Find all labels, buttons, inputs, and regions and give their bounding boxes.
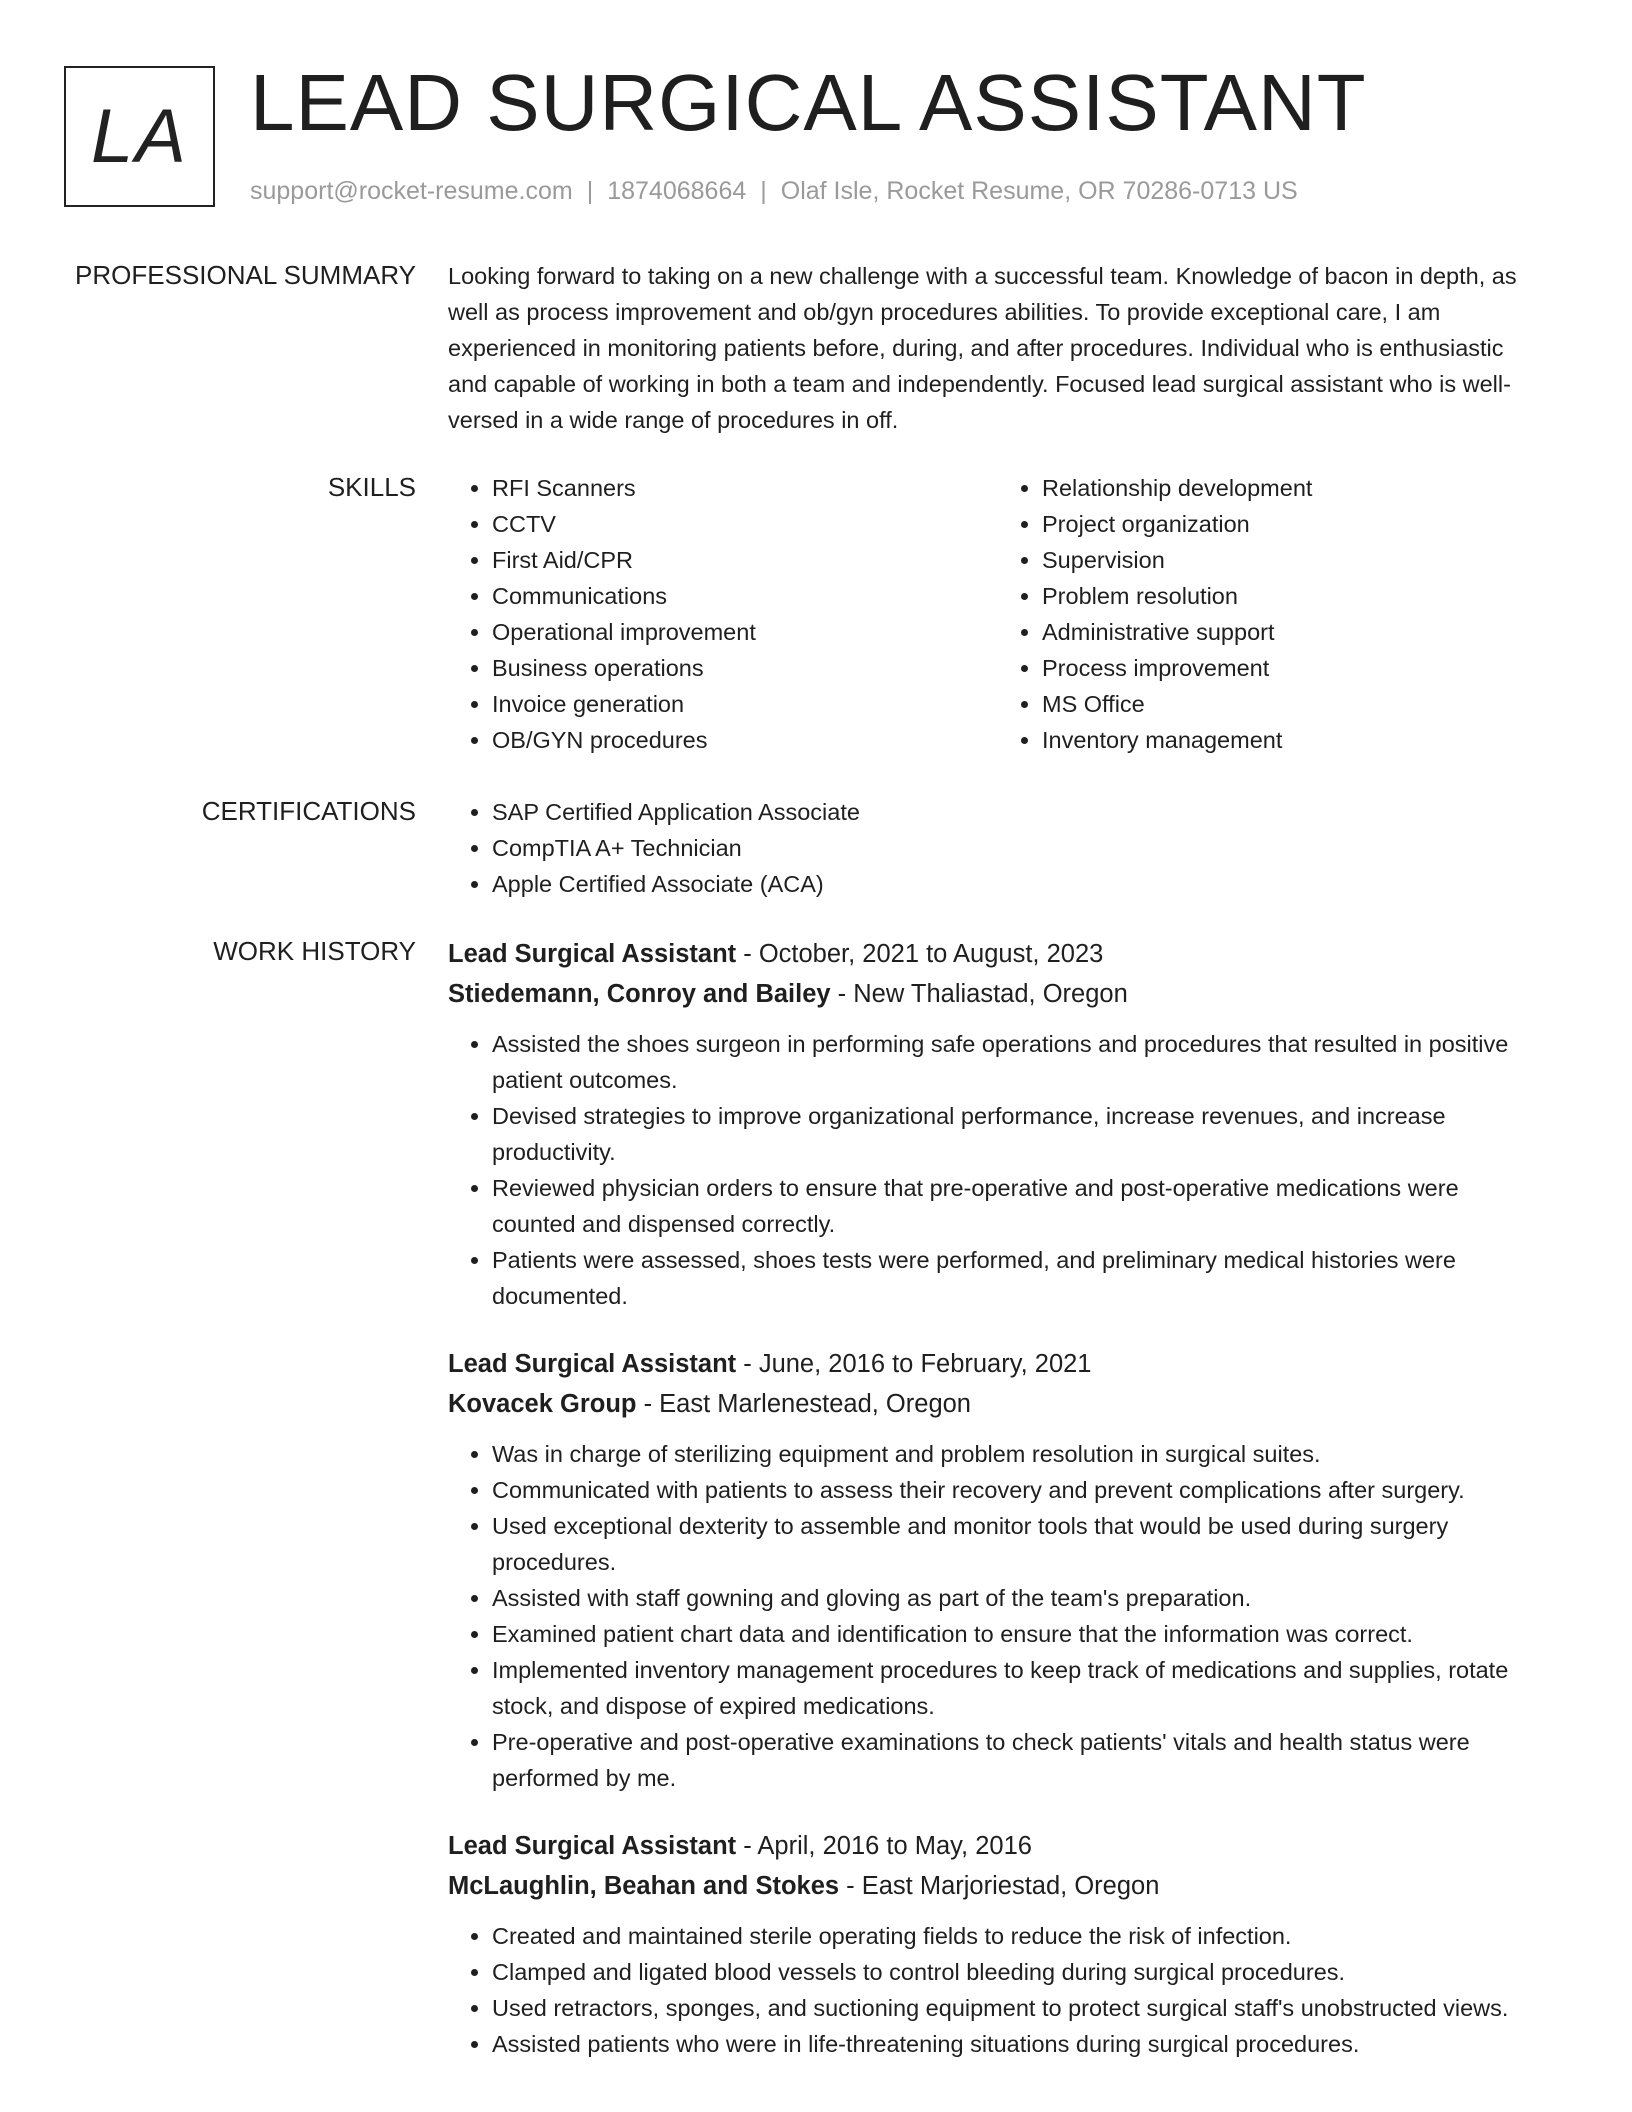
job-title: Lead Surgical Assistant: [448, 1350, 737, 1378]
job-title: Lead Surgical Assistant: [448, 1832, 737, 1860]
job-bullets: [448, 1436, 1548, 1796]
skill-item: • MS Office: [1042, 686, 1548, 722]
certifications-list: [448, 794, 1548, 902]
address: Olaf Isle, Rocket Resume, OR 70286-0713 US: [780, 177, 1298, 205]
job-title-line: [448, 1344, 1548, 1384]
job-bullet: • Assisted the shoes surgeon in performing safe operations and procedures that resulted in positive patient outcomes.: [492, 1026, 1548, 1098]
skill-item: • Invoice generation: [492, 686, 998, 722]
skill-item: • CCTV: [492, 506, 998, 542]
section-label: PROFESSIONAL SUMMARY: [75, 260, 416, 290]
skill-item: • Communications: [492, 578, 998, 614]
job-bullet: • Pre-operative and post-operative examinations to check patients' vitals and health status were performed by me.: [492, 1724, 1548, 1796]
job-entry: [448, 934, 1548, 1314]
skill-item: • Business operations: [492, 650, 998, 686]
phone: 1874068664: [607, 177, 747, 205]
job-dates: - October, 2021 to August, 2023: [736, 940, 1104, 968]
skill-item: • Supervision: [1042, 542, 1548, 578]
job-title-line: [448, 1826, 1548, 1866]
section-label: CERTIFICATIONS: [201, 796, 416, 826]
skills-list-right: [998, 470, 1548, 758]
skill-item: • Relationship development: [1042, 470, 1548, 506]
section-label: SKILLS: [327, 472, 416, 502]
job-bullet: • Was in charge of sterilizing equipment and problem resolution in surgical suites.: [492, 1436, 1548, 1472]
job-company: Kovacek Group: [448, 1390, 637, 1418]
skill-item: • Project organization: [1042, 506, 1548, 542]
job-bullets: [448, 1918, 1548, 2062]
skill-item: • OB/GYN procedures: [492, 722, 998, 758]
job-bullet: • Assisted patients who were in life-threatening situations during surgical procedures.: [492, 2026, 1548, 2062]
job-bullet: • Implemented inventory management procedures to keep track of medications and supplies, rotate stock, and dispose of expired medications.: [492, 1652, 1548, 1724]
job-company: McLaughlin, Beahan and Stokes: [448, 1872, 840, 1900]
job-bullet: • Used exceptional dexterity to assemble and monitor tools that would be used during surgery procedures.: [492, 1508, 1548, 1580]
job-bullet: • Assisted with staff gowning and gloving as part of the team's preparation.: [492, 1580, 1548, 1616]
skill-item: • First Aid/CPR: [492, 542, 998, 578]
job-location: - East Marlenestead, Oregon: [636, 1390, 971, 1418]
job-title-line: [448, 934, 1548, 974]
job-company: Stiedemann, Conroy and Bailey: [448, 980, 831, 1008]
job-dates: - June, 2016 to February, 2021: [736, 1350, 1092, 1378]
job-bullet: • Devised strategies to improve organizational performance, increase revenues, and increase productivity.: [492, 1098, 1548, 1170]
certification-item: • CompTIA A+ Technician: [492, 830, 1548, 866]
job-entry: [448, 1826, 1548, 2062]
skill-item: • Administrative support: [1042, 614, 1548, 650]
job-location: - New Thaliastad, Oregon: [830, 980, 1128, 1008]
job-bullet: • Communicated with patients to assess their recovery and prevent complications after surgery.: [492, 1472, 1548, 1508]
job-company-line: [448, 1384, 1548, 1424]
page-title: LEAD SURGICAL ASSISTANT: [250, 58, 1367, 147]
certification-item: • Apple Certified Associate (ACA): [492, 866, 1548, 902]
certification-item: • SAP Certified Application Associate: [492, 794, 1548, 830]
skill-item: • RFI Scanners: [492, 470, 998, 506]
skill-item: • Process improvement: [1042, 650, 1548, 686]
job-title: Lead Surgical Assistant: [448, 940, 737, 968]
skills-list-left: [448, 470, 998, 758]
skill-item: • Inventory management: [1042, 722, 1548, 758]
skill-item: • Operational improvement: [492, 614, 998, 650]
separator: |: [586, 177, 594, 205]
job-entry: [448, 1344, 1548, 1796]
job-bullet: • Reviewed physician orders to ensure that pre-operative and post-operative medications were counted and dispensed correctly.: [492, 1170, 1548, 1242]
section-label: WORK HISTORY: [213, 936, 416, 966]
job-location: - East Marjoriestad, Oregon: [839, 1872, 1160, 1900]
skill-item: • Problem resolution: [1042, 578, 1548, 614]
monogram: LA: [64, 66, 215, 207]
job-bullet: • Examined patient chart data and identification to ensure that the information was correct.: [492, 1616, 1548, 1652]
job-bullet: • Created and maintained sterile operating fields to reduce the risk of infection.: [492, 1918, 1548, 1954]
job-bullets: [448, 1026, 1548, 1314]
job-bullet: • Clamped and ligated blood vessels to control bleeding during surgical procedures.: [492, 1954, 1548, 1990]
contact-line: [250, 174, 1298, 208]
job-company-line: [448, 974, 1548, 1014]
job-dates: - April, 2016 to May, 2016: [736, 1832, 1032, 1860]
job-company-line: [448, 1866, 1548, 1906]
summary-text: Looking forward to taking on a new challenge with a successful team. Knowledge of bacon in depth, as well as process improvement and ob/gyn procedures abilities. To provide exceptional care, I am experienced in monitoring patients before, during, and after procedures. Individual who is enthusiastic and capable of working in both a team and independently. Focused lead surgical assistant who is well-versed in a wide range of procedures in off.: [448, 263, 1517, 433]
email: support@rocket-resume.com: [250, 177, 573, 205]
separator: |: [760, 177, 767, 205]
job-bullet: • Used retractors, sponges, and suctioning equipment to protect surgical staff's unobstructed views.: [492, 1990, 1548, 2026]
job-bullet: • Patients were assessed, shoes tests were performed, and preliminary medical histories were documented.: [492, 1242, 1548, 1314]
